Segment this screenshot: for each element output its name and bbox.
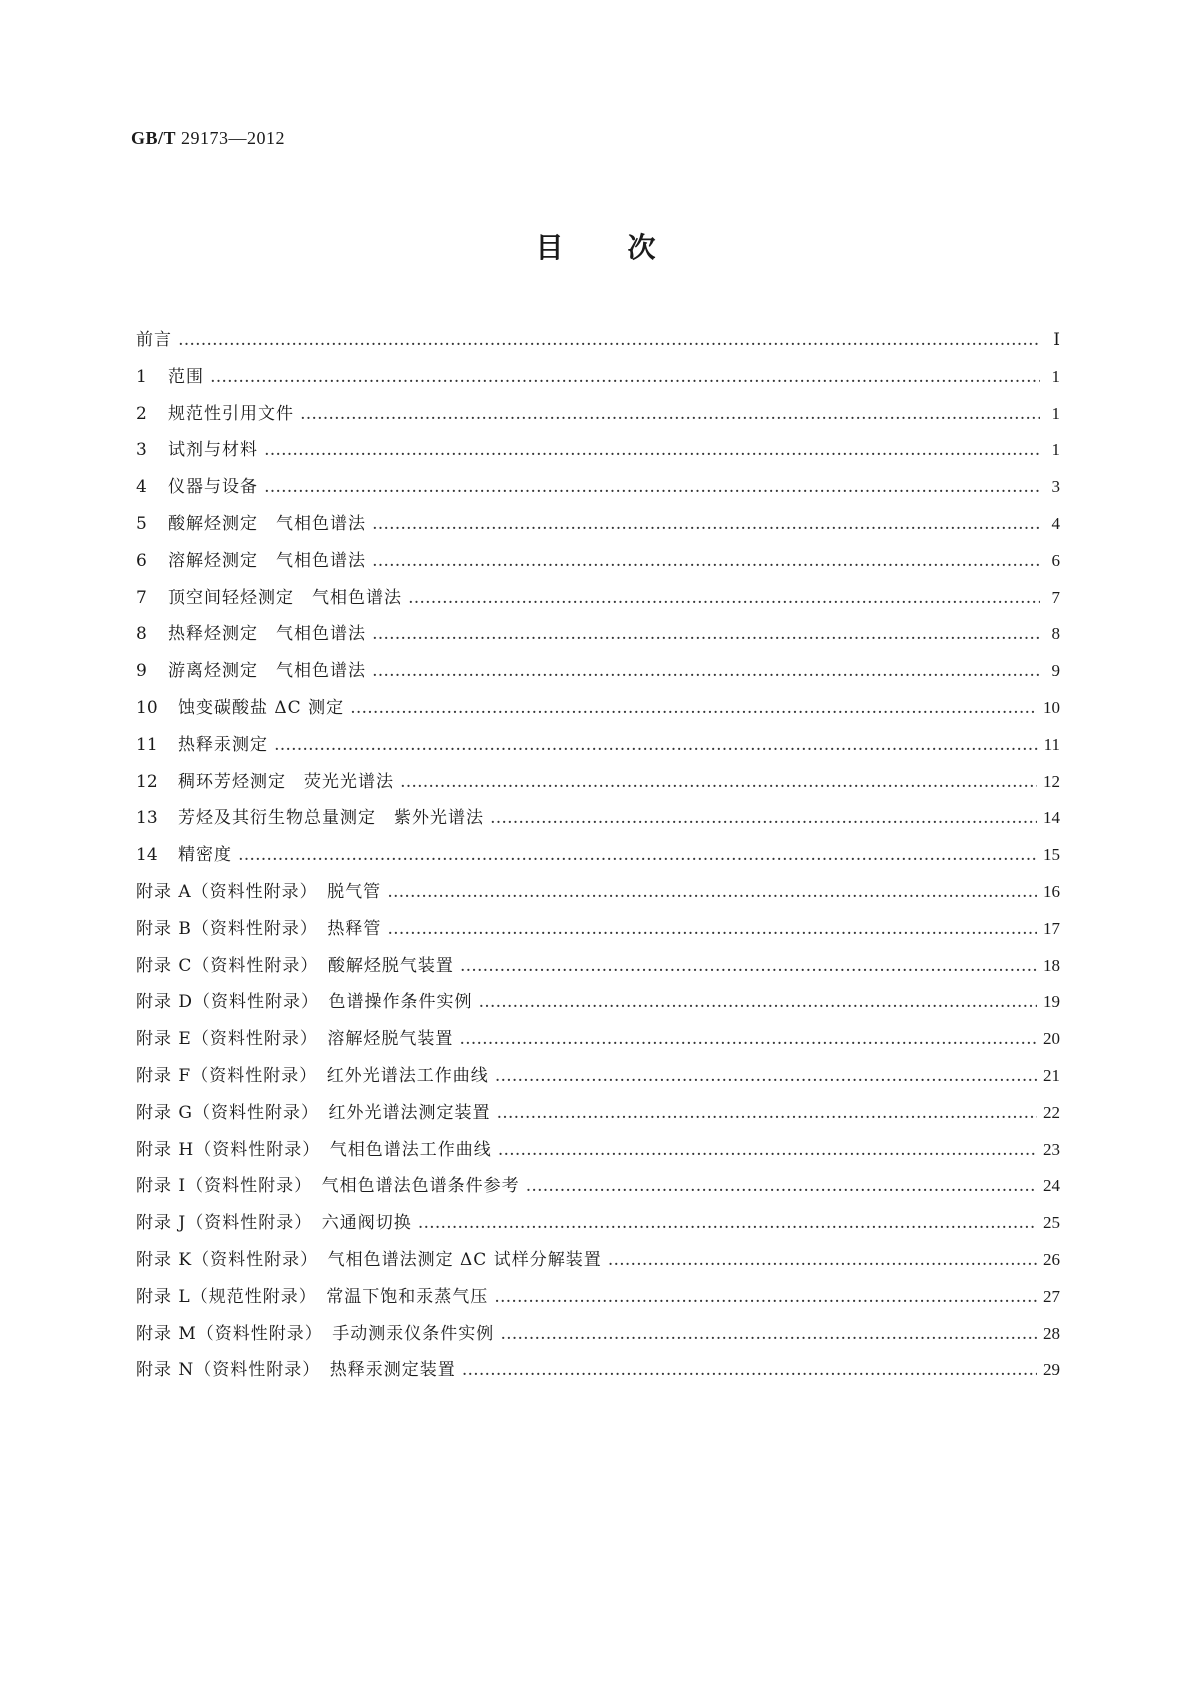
toc-entry[interactable] xyxy=(136,1282,1060,1319)
toc-leader-dots xyxy=(300,404,1040,424)
toc-entry-label: 附录 E（资料性附录） 溶解烃脱气装置 xyxy=(136,1029,454,1050)
toc-leader-dots xyxy=(526,1176,1037,1196)
toc-entry[interactable] xyxy=(136,1319,1060,1356)
toc-entry-page: 24 xyxy=(1043,1176,1060,1196)
toc-entry-number: 1 xyxy=(136,366,147,387)
toc-entry-page: 16 xyxy=(1043,881,1060,901)
toc-entry[interactable] xyxy=(136,1024,1060,1061)
toc-entry[interactable] xyxy=(136,914,1060,951)
toc-entry-number: 6 xyxy=(136,550,147,571)
toc-entry-page: 12 xyxy=(1043,771,1060,791)
toc-entry-label: 稠环芳烃测定 荧光光谱法 xyxy=(178,771,394,792)
toc-entry-number: 8 xyxy=(136,624,147,645)
toc-leader-dots xyxy=(500,1324,1037,1344)
toc-entry-page: 23 xyxy=(1043,1139,1060,1159)
toc-entry-page: 8 xyxy=(1051,624,1060,644)
toc-entry-page: 19 xyxy=(1043,992,1060,1012)
toc-entry[interactable] xyxy=(136,1171,1060,1208)
toc-entry-label: 试剂与材料 xyxy=(168,440,258,461)
toc-entry-page: 27 xyxy=(1043,1286,1060,1306)
toc-entry-number: 2 xyxy=(136,403,147,424)
toc-entry-page: 4 xyxy=(1051,513,1060,533)
toc-entry-page: 1 xyxy=(1051,366,1060,386)
toc-leader-dots xyxy=(400,772,1037,792)
toc-entry-page: 25 xyxy=(1043,1213,1060,1233)
toc-entry[interactable] xyxy=(136,840,1060,877)
toc-leader-dots xyxy=(608,1250,1037,1270)
toc-entry[interactable] xyxy=(136,951,1060,988)
toc-entry-page: 14 xyxy=(1043,808,1060,828)
toc-entry-label: 附录 A（资料性附录） 脱气管 xyxy=(136,881,382,902)
toc-entry[interactable] xyxy=(136,546,1060,583)
toc-entry[interactable] xyxy=(136,730,1060,767)
toc-entry-number: 13 xyxy=(136,808,158,829)
toc-entry-label: 溶解烃测定 气相色谱法 xyxy=(168,550,366,571)
toc-entry-label: 附录 M（资料性附录） 手动测汞仪条件实例 xyxy=(136,1323,495,1344)
toc-entry[interactable] xyxy=(136,325,1060,362)
toc-entry[interactable] xyxy=(136,583,1060,620)
toc-entry[interactable] xyxy=(136,877,1060,914)
toc-entry-label: 附录 B（资料性附录） 热释管 xyxy=(136,918,382,939)
toc-entry[interactable] xyxy=(136,1098,1060,1135)
toc-entry-label: 附录 I（资料性附录） 气相色谱法色谱条件参考 xyxy=(136,1176,520,1197)
toc-entry[interactable] xyxy=(136,1208,1060,1245)
toc-entry-label: 附录 F（资料性附录） 红外光谱法工作曲线 xyxy=(136,1065,489,1086)
toc-entry-label: 附录 H（资料性附录） 气相色谱法工作曲线 xyxy=(136,1139,492,1160)
toc-entry[interactable] xyxy=(136,1061,1060,1098)
table-of-contents xyxy=(136,325,1060,1392)
toc-entry-page: 17 xyxy=(1043,918,1060,938)
toc-leader-dots xyxy=(264,440,1040,460)
toc-entry-page: 3 xyxy=(1051,477,1060,497)
toc-entry-label: 附录 J（资料性附录） 六通阀切换 xyxy=(136,1213,412,1234)
toc-entry-number: 7 xyxy=(136,587,147,608)
toc-entry-label: 游离烃测定 气相色谱法 xyxy=(168,661,366,682)
toc-leader-dots xyxy=(498,1140,1037,1160)
toc-entry-number: 12 xyxy=(136,771,158,792)
standard-code-number: 29173—2012 xyxy=(181,128,286,148)
toc-leader-dots xyxy=(238,845,1037,865)
toc-entry-label: 附录 K（资料性附录） 气相色谱法测定 ΔC 试样分解装置 xyxy=(136,1249,602,1270)
toc-entry-page: 20 xyxy=(1043,1029,1060,1049)
standard-code-prefix: GB/T xyxy=(131,128,177,148)
toc-entry-label: 仪器与设备 xyxy=(168,477,258,498)
toc-leader-dots xyxy=(372,551,1040,571)
toc-leader-dots xyxy=(460,956,1037,976)
standard-code xyxy=(131,128,285,149)
toc-entry-page: 6 xyxy=(1051,550,1060,570)
toc-leader-dots xyxy=(418,1213,1037,1233)
toc-entry-page: 1 xyxy=(1051,440,1060,460)
toc-entry-page: 10 xyxy=(1043,697,1060,717)
toc-entry-label: 精密度 xyxy=(178,845,232,866)
toc-entry-label: 附录 C（资料性附录） 酸解烃脱气装置 xyxy=(136,955,454,976)
toc-entry-number: 3 xyxy=(136,440,147,461)
toc-entry[interactable] xyxy=(136,472,1060,509)
toc-entry-label: 附录 N（资料性附录） 热释汞测定装置 xyxy=(136,1360,456,1381)
toc-leader-dots xyxy=(495,1066,1037,1086)
toc-leader-dots xyxy=(178,330,1040,350)
toc-entry-label: 芳烃及其衍生物总量测定 紫外光谱法 xyxy=(178,808,484,829)
toc-leader-dots xyxy=(479,992,1037,1012)
toc-entry-number: 9 xyxy=(136,661,147,682)
page-title: 目次 xyxy=(535,231,720,264)
toc-entry-number: 14 xyxy=(136,845,158,866)
toc-entry[interactable] xyxy=(136,619,1060,656)
toc-leader-dots xyxy=(408,588,1040,608)
toc-leader-dots xyxy=(387,882,1037,902)
toc-entry-page: 11 xyxy=(1043,734,1060,754)
toc-leader-dots xyxy=(459,1029,1037,1049)
toc-leader-dots xyxy=(264,477,1040,497)
toc-entry-label: 规范性引用文件 xyxy=(168,403,294,424)
toc-entry-page: 1 xyxy=(1051,403,1060,423)
toc-leader-dots xyxy=(274,735,1038,755)
toc-entry-page: 29 xyxy=(1043,1360,1060,1380)
toc-entry-label: 顶空间轻烃测定 气相色谱法 xyxy=(168,587,402,608)
toc-entry[interactable] xyxy=(136,362,1060,399)
toc-entry-label: 前言 xyxy=(136,330,172,350)
toc-entry-number: 4 xyxy=(136,477,147,498)
toc-entry-page: 18 xyxy=(1043,955,1060,975)
toc-entry-page: 28 xyxy=(1043,1323,1060,1343)
toc-entry-page: 21 xyxy=(1043,1065,1060,1085)
toc-entry-page: Ⅰ xyxy=(1053,330,1060,349)
toc-leader-dots xyxy=(387,919,1037,939)
toc-entry-label: 蚀变碳酸盐 ΔC 测定 xyxy=(178,697,345,718)
toc-leader-dots xyxy=(372,624,1040,644)
toc-leader-dots xyxy=(372,514,1040,534)
toc-entry-label: 附录 L（规范性附录） 常温下饱和汞蒸气压 xyxy=(136,1286,489,1307)
toc-entry[interactable] xyxy=(136,656,1060,693)
toc-leader-dots xyxy=(210,367,1040,387)
toc-entry-label: 酸解烃测定 气相色谱法 xyxy=(168,513,366,534)
toc-entry-page: 7 xyxy=(1051,587,1060,607)
toc-entry-label: 附录 G（资料性附录） 红外光谱法测定装置 xyxy=(136,1102,491,1123)
toc-leader-dots xyxy=(490,808,1037,828)
toc-entry[interactable] xyxy=(136,1355,1060,1392)
toc-leader-dots xyxy=(494,1287,1037,1307)
toc-entry[interactable] xyxy=(136,803,1060,840)
toc-entry[interactable] xyxy=(136,435,1060,472)
toc-entry-page: 22 xyxy=(1043,1102,1060,1122)
toc-entry-page: 15 xyxy=(1043,845,1060,865)
toc-entry-label: 热释烃测定 气相色谱法 xyxy=(168,624,366,645)
toc-entry[interactable] xyxy=(136,1245,1060,1282)
toc-leader-dots xyxy=(372,661,1040,681)
toc-entry-label: 热释汞测定 xyxy=(178,734,268,755)
toc-leader-dots xyxy=(462,1360,1037,1380)
toc-entry[interactable] xyxy=(136,1135,1060,1172)
toc-entry-number: 11 xyxy=(136,734,158,755)
toc-entry[interactable] xyxy=(136,399,1060,436)
toc-entry-number: 10 xyxy=(136,697,158,718)
toc-entry-label: 附录 D（资料性附录） 色谱操作条件实例 xyxy=(136,992,473,1013)
toc-entry-number: 5 xyxy=(136,513,147,534)
toc-entry[interactable] xyxy=(136,767,1060,804)
toc-entry[interactable] xyxy=(136,693,1060,730)
toc-entry-page: 9 xyxy=(1051,661,1060,681)
toc-entry[interactable] xyxy=(136,509,1060,546)
toc-leader-dots xyxy=(496,1103,1037,1123)
toc-entry[interactable] xyxy=(136,987,1060,1024)
toc-entry-page: 26 xyxy=(1043,1249,1060,1269)
toc-entry-label: 范围 xyxy=(168,366,204,387)
toc-leader-dots xyxy=(350,698,1037,718)
